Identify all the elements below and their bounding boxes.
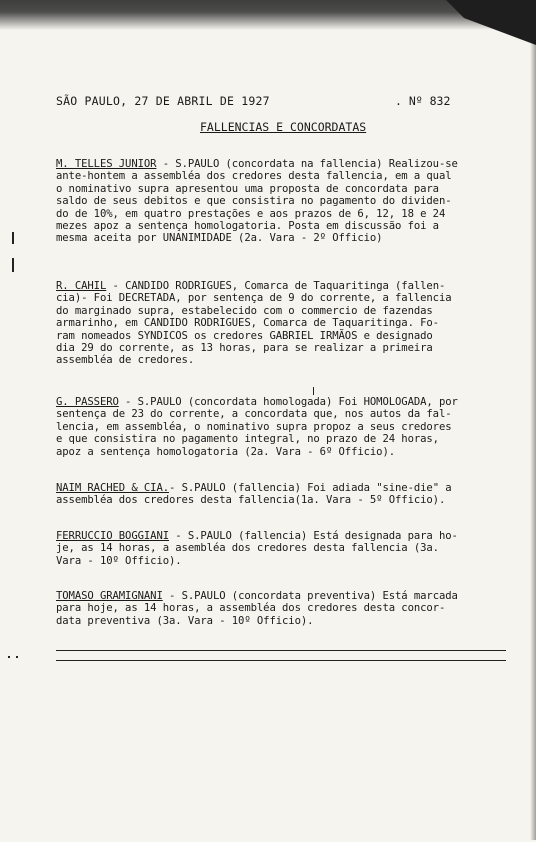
entry-text: - S.PAULO (concordata homologada) Foi HOMOLOGADA, por: [118, 396, 458, 408]
entry-line: mesma aceita por UNANIMIDADE (2a. Vara - 2º Officio): [56, 232, 383, 245]
entry-name: NAIM RACHED & CIA.: [56, 482, 170, 494]
entry-line: armarinho, em CANDIDO RODRIGUES, Comarca de Taquaritinga. Fo-: [56, 317, 439, 330]
entry-name: M. TELLES JUNIOR: [56, 158, 157, 170]
entry-line: ram nomeados SYNDICOS os credores GABRIEL IRMÃOS e designado: [56, 329, 433, 342]
entry-line: o nominativo supra apresentou uma proposta de concordata para: [56, 182, 439, 195]
entry-line: Vara - 10º Officio).: [56, 554, 182, 567]
entry-line: saldo de seus debitos e que consistira no pagamento do dividen-: [56, 195, 452, 208]
entry-first-line: [56, 482, 508, 494]
entry-line: assembléa dos credores desta fallencia(1a. Vara - 5º Officio).: [56, 494, 446, 507]
scan-speck: [8, 656, 10, 658]
entry-text: - S.PAULO (fallencia) Está designada para ho-: [169, 530, 458, 542]
entry-text: - S.PAULO (fallencia) Foi adiada "sine-die" a: [169, 482, 452, 494]
scan-speck: [12, 232, 14, 244]
entry-first-line: [56, 158, 508, 170]
entry-line: assembléa de credores.: [56, 354, 195, 367]
entry-first-line: [56, 530, 508, 542]
closing-rule-top: [56, 650, 506, 651]
entry-text: - S.PAULO (concordata na fallencia) Realizou-se: [156, 158, 458, 170]
entry-line: sentença de 23 do corrente, a concordata que, nos autos da fal-: [56, 408, 452, 421]
entry-telles-junior: [56, 158, 508, 245]
entry-line: lencia, em assembléa, o nominativo supra propoz a seus credores: [56, 420, 452, 433]
entry-line: je, as 14 horas, a asembléa dos credores desta fallencia (3a.: [56, 542, 439, 555]
entry-first-line: [56, 590, 508, 602]
entry-first-line: [56, 396, 508, 408]
entry-line: ante-hontem a assembléa dos credores desta fallencia, em a qual: [56, 170, 452, 183]
section-title: FALLENCIAS E CONCORDATAS: [200, 120, 367, 134]
entry-gramignani: [56, 590, 508, 627]
entry-line: mezes apoz a sentença homologatoria. Posta em discussão foi a: [56, 220, 439, 233]
header-place-date: SÃO PAULO, 27 DE ABRIL DE 1927: [56, 94, 270, 108]
entry-name: FERRUCCIO BOGGIANI: [56, 530, 170, 542]
closing-rule-bottom: [56, 660, 506, 661]
entry-line: data preventiva (3a. Vara - 10º Officio).: [56, 614, 314, 627]
scan-speck: [12, 258, 14, 272]
entry-line: para hoje, as 14 horas, a assembléa dos credores desta concor-: [56, 602, 446, 615]
entry-line: cia)- Foi DECRETADA, por sentença de 9 do corrente, a fallencia: [56, 292, 452, 305]
header-number: . Nº 832: [395, 94, 451, 108]
entry-line: apoz a sentença homologatoria (2a. Vara - 6º Officio).: [56, 445, 396, 458]
entry-text: - S.PAULO (concordata preventiva) Está marcada: [162, 590, 458, 602]
scan-speck: [16, 656, 18, 658]
entry-line: dia 29 do corrente, as 13 horas, para se realizar a primeira: [56, 342, 433, 355]
entry-passero: [56, 396, 508, 458]
entry-line: do de 10%, em quatro prestações e aos prazos de 6, 12, 18 e 24: [56, 207, 446, 220]
entry-line: do marginado supra, estabelecido com o commercio de fazendas: [56, 304, 433, 317]
entry-name: R. CAHIL: [56, 280, 107, 292]
entry-naim-rached: [56, 482, 508, 507]
scan-speck: [313, 387, 314, 395]
entry-text: - CANDIDO RODRIGUES, Comarca de Taquaritinga (fallen-: [106, 280, 446, 292]
entry-name: G. PASSERO: [56, 396, 119, 408]
scan-right-edge: [530, 40, 536, 840]
entry-boggiani: [56, 530, 508, 567]
entry-first-line: [56, 280, 508, 292]
entry-cahil: [56, 280, 508, 367]
entry-line: e que consistira no pagamento integral, no prazo de 24 horas,: [56, 433, 439, 446]
entry-name: TOMASO GRAMIGNANI: [56, 590, 163, 602]
